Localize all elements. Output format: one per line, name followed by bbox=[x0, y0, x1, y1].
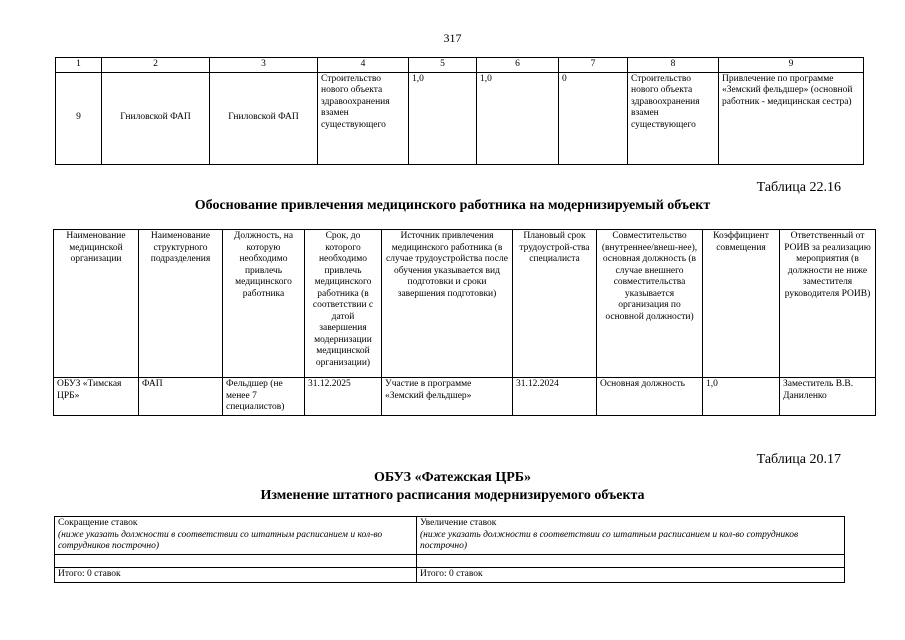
reduction-header: Сокращение ставок bbox=[58, 518, 138, 528]
column-header: 7 bbox=[559, 58, 628, 73]
column-header: Ответственный от РОИВ за реализацию мероприятия (в должности не ниже заместителя руководителя РОИВ) bbox=[780, 230, 876, 378]
table-cell: Участие в программе «Земский фельдшер» bbox=[382, 378, 513, 416]
table-cell: 1,0 bbox=[477, 72, 559, 164]
column-header: Коэффициент совмещения bbox=[703, 230, 780, 378]
increase-header-cell bbox=[417, 517, 845, 555]
table-cell: 1,0 bbox=[703, 378, 780, 416]
table-cell: 0 bbox=[559, 72, 628, 164]
organization-title: ОБУЗ «Фатежская ЦРБ» bbox=[373, 470, 532, 485]
reduction-note: (ниже указать должности в соответствии со штатным расписанием и кол-во сотрудников построчно) bbox=[58, 529, 383, 551]
column-header: Срок, до которого необходимо привлечь медицинского работника (в соответствии с датой завершения модернизации медицинской организации) bbox=[305, 230, 382, 378]
table-cell: Основная должность bbox=[597, 378, 703, 416]
column-header: Наименование медицинской организации bbox=[54, 230, 139, 378]
table-cell: Строительство нового объекта здравоохранения взамен существующего bbox=[628, 72, 719, 164]
column-header: Должность, на которую необходимо привлечь медицинского работника bbox=[223, 230, 305, 378]
table-cell: 31.12.2025 bbox=[305, 378, 382, 416]
column-header: Источник привлечения медицинского работника (в случае трудоустройства после обучения указывается вид подготовки и сроки завершения подготовки) bbox=[382, 230, 513, 378]
table-cell: Строительство нового объекта здравоохранения взамен существующего bbox=[318, 72, 409, 164]
column-header: Совместительство (внутреннее/внеш-нее), основная должность (в случае внешнего совместительства указывается организация по основной должности) bbox=[597, 230, 703, 378]
table-row bbox=[55, 568, 845, 583]
table-row bbox=[55, 555, 845, 568]
table-cell: 1,0 bbox=[409, 72, 477, 164]
table-title: Обоснование привлечения медицинского работника на модернизируемый объект bbox=[194, 198, 711, 213]
column-header: 4 bbox=[318, 58, 409, 73]
table-cell: ФАП bbox=[139, 378, 223, 416]
table-caption: Таблица 20.17 bbox=[756, 452, 841, 467]
column-header: 5 bbox=[409, 58, 477, 73]
column-header: Плановый срок трудоустрой-ства специалиста bbox=[513, 230, 597, 378]
table-cell: ОБУЗ «Тимская ЦРБ» bbox=[54, 378, 139, 416]
column-header: 8 bbox=[628, 58, 719, 73]
increase-header: Увеличение ставок bbox=[420, 518, 497, 528]
table-cell: 31.12.2024 bbox=[513, 378, 597, 416]
table-cell bbox=[55, 555, 417, 568]
table-cell: Гниловской ФАП bbox=[210, 72, 318, 164]
page-number: 317 bbox=[443, 31, 462, 45]
table-row bbox=[56, 72, 864, 164]
column-header: 2 bbox=[102, 58, 210, 73]
column-header: 6 bbox=[477, 58, 559, 73]
table-caption: Таблица 22.16 bbox=[756, 180, 841, 195]
column-header: 9 bbox=[719, 58, 864, 73]
table-cell: 9 bbox=[56, 72, 102, 164]
reduction-total: Итого: 0 ставок bbox=[55, 568, 417, 583]
table-cell bbox=[417, 555, 845, 568]
reduction-header-cell bbox=[55, 517, 417, 555]
table-row bbox=[54, 378, 876, 416]
table-cell: Фельдшер (не менее 7 специалистов) bbox=[223, 378, 305, 416]
column-header: Наименование структурного подразделения bbox=[139, 230, 223, 378]
column-header: 1 bbox=[56, 58, 102, 73]
staff-schedule-table bbox=[54, 516, 845, 583]
table-cell: Привлечение по программе «Земский фельдшер» (основной работник - медицинская сестра) bbox=[719, 72, 864, 164]
increase-note: (ниже указать должности в соответствии со штатным расписанием и кол-во сотрудников построчно) bbox=[420, 529, 799, 551]
column-header: 3 bbox=[210, 58, 318, 73]
table-title: Изменение штатного расписания модернизируемого объекта bbox=[260, 488, 645, 503]
staffing-justification-table bbox=[53, 229, 876, 416]
continuation-table bbox=[55, 57, 864, 165]
table-cell: Гниловской ФАП bbox=[102, 72, 210, 164]
table-cell: Заместитель В.В. Даниленко bbox=[780, 378, 876, 416]
increase-total: Итого: 0 ставок bbox=[417, 568, 845, 583]
